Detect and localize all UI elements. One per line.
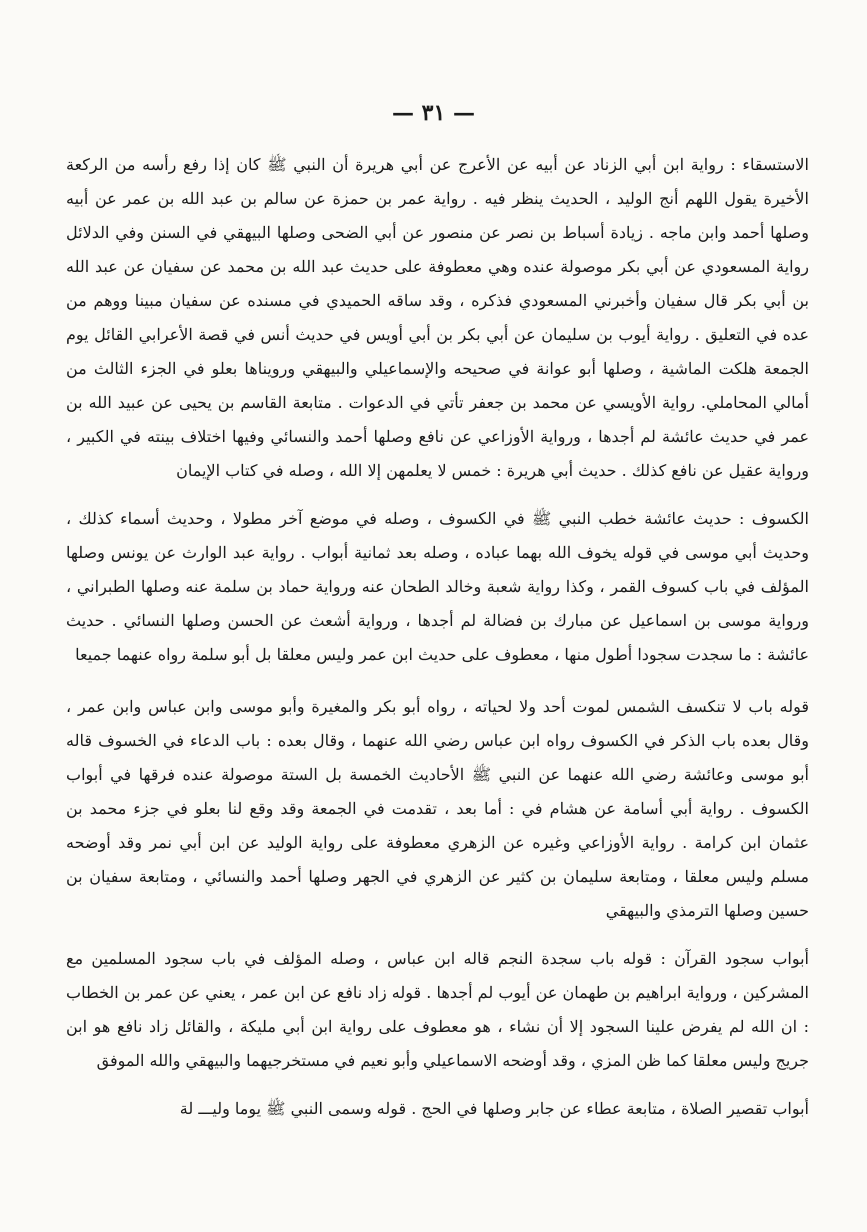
paragraph-taqsir-as-salat: أبواب تقصير الصلاة ، متابعة عطاء عن جابر وصلها في الحج . قوله وسمى النبي ﷺ يوما وليـــ لة xyxy=(179,1099,809,1118)
paragraph-bab-la-tankasif: قوله باب لا تنكسف الشمس لموت أحد ولا لحياته ، رواه أبو بكر والمغيرة وأبو موسى وابن عباس وابن عمر ، وقال بعده باب الذكر في الكسوف رواه ابن عباس رضي الله عنهما ، وقال بعده : باب الدعاء في الخسوف قاله أبو موسى وعائشة رضي الله عنهما عن النبي ﷺ الأحاديث الخمسة بل الستة موصولة عنده فرقها في أبواب الكسوف . رواية أبي أسامة عن هشام في : أما بعد ، تقدمت في الجمعة وقد وقع لنا بعلو في جزء محمد بن عثمان ابن كرامة . رواية الأوزاعي وغيره عن الزهري معطوفة على رواية الوليد عن ابن أبي نمر وقد أوضحه مسلم وليس معلقا ، ومتابعة سليمان بن كثير عن الزهري في الجهر وصلها أحمد والنسائي ، ومتابعة سفيان بن حسين وصلها الترمذي والبيهقي xyxy=(66,697,810,920)
page-number: — ٣١ — xyxy=(392,100,475,126)
paragraph-istisqa: الاستسقاء : رواية ابن أبي الزناد عن أبيه عن الأعرج عن أبي هريرة أن النبي ﷺ كان إذا رفع رأسه من الركعة الأخيرة يقول اللهم أنج الوليد ، الحديث ينظر فيه . رواية عمر بن حمزة عن سالم بن عبد الله بن عمر عن أبيه وصلها أحمد وابن ماجه . زيادة أسباط بن نصر عن منصور عن أبي الضحى وصلها البيهقي في السنن وفي الدلائل رواية المسعودي عن أبي بكر موصولة عنده وهي معطوفة على حديث عبد الله بن محمد عن سفيان عن عبد الله بن أبي بكر قال سفيان وأخبرني المسعودي فذكره ، وقد ساقه الحميدي في مسنده عن سفيان مبينا ووهم من عده في التعليق . رواية أيوب بن سليمان عن أبي بكر بن أبي أويس في حديث أنس في قصة الأعرابي القائل يوم الجمعة هلكت الماشية ، وصلها أبو عوانة في صحيحه والإسماعيلي والبيهقي ورويناها بعلو في الجزء الثالث من أمالي المحاملي. رواية الأويسي عن محمد بن جعفر تأتي في الدعوات . متابعة القاسم بن يحيى عن عبيد الله بن عمر في حديث عائشة لم أجدها ، ورواية الأوزاعي عن نافع وصلها أحمد والنسائي وفيها اختلاف بينته في الكبير ، ورواية عقيل عن نافع كذلك . حديث أبي هريرة : خمس لا يعلمهن إلا الله ، وصله في كتاب الإيمان xyxy=(66,155,810,480)
paragraph-kusuf: الكسوف : حديث عائشة خطب النبي ﷺ في الكسوف ، وصله في موضع آخر مطولا ، وحديث أسماء كذلك ، وحديث أبي موسى في قوله يخوف الله بهما عباده ، وصله بعد ثمانية أبواب . رواية عبد الوارث عن يونس وصلها المؤلف في باب كسوف القمر ، وكذا رواية شعبة وخالد الطحان عنه ورواية حماد بن سلمة عنه وصلها الطبراني ، ورواية موسى بن اسماعيل عن مبارك بن فضالة لم أجدها ، ورواية أشعث عن الحسن وصلها النسائي . حديث عائشة : ما سجدت سجودا أطول منها ، معطوف على حديث ابن عمر وليس معلقا بل أبو سلمة رواه عنهما جميعا xyxy=(66,509,809,664)
paragraph-sujud-al-quran: أبواب سجود القرآن : قوله باب سجدة النجم قاله ابن عباس ، وصله المؤلف في باب سجود المسلمين مع المشركين ، ورواية ابراهيم بن طهمان عن أيوب لم أجدها . قوله زاد نافع عن ابن عمر ، يعني عن عمر بن الخطاب : ان الله لم يفرض علينا السجود إلا أن نشاء ، هو معطوف على رواية ابن أبي مليكة ، والقائل زاد نافع هو ابن جريج وليس معلقا كما ظن المزي ، وقد أوضحه الاسماعيلي وأبو نعيم في مستخرجيهما والبيهقي والله الموفق xyxy=(66,949,809,1070)
page-body xyxy=(66,148,809,1126)
